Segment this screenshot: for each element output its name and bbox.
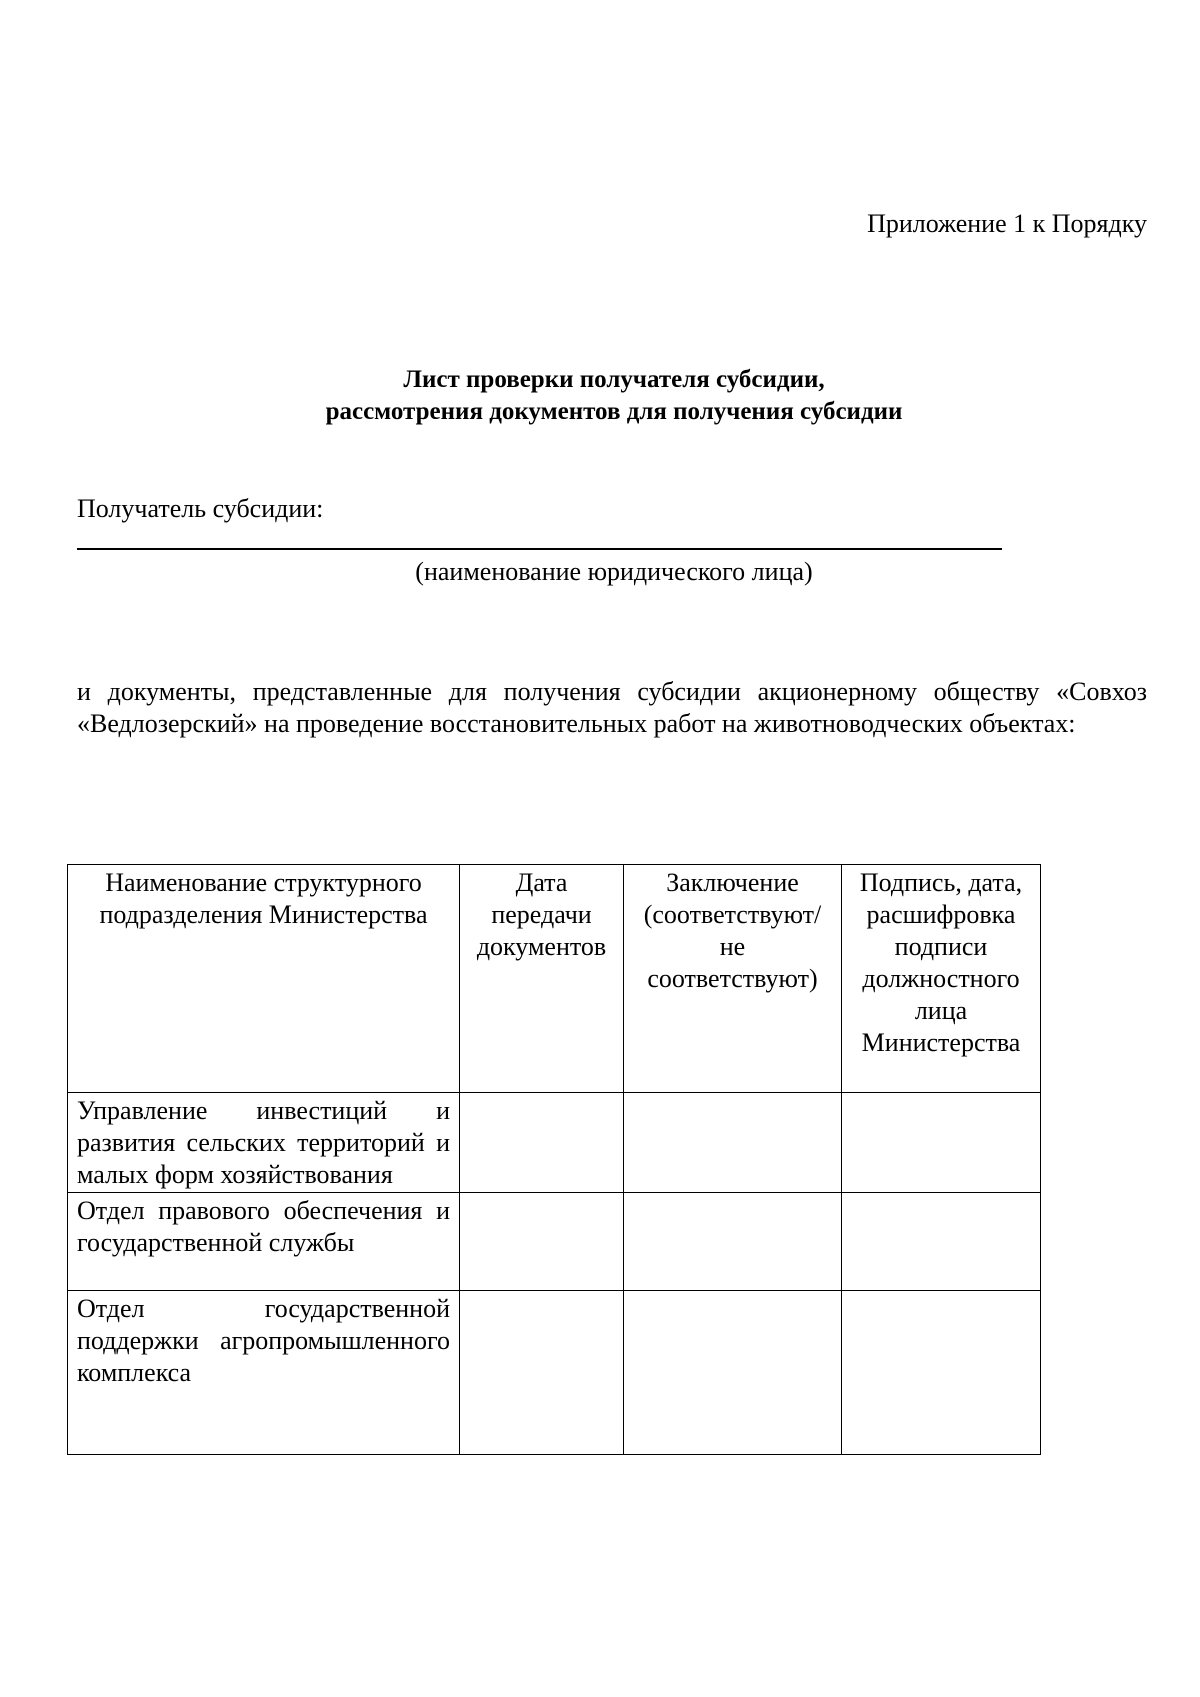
document-title [0,364,1200,428]
recipient-label: Получатель субсидии: [77,494,324,523]
appendix-reference: Приложение 1 к Порядку [867,209,1147,238]
title-line-1: Лист проверки получателя субсидии, [403,366,825,393]
signature-cell [842,1093,1041,1193]
table-row [68,1093,1041,1193]
conclusion-cell [624,1193,842,1291]
header-conclusion: Заключение (соответствуют/ не соответствуют) [624,865,842,1093]
header-date: Дата передачи документов [460,865,624,1093]
signature-cell [842,1291,1041,1455]
department-cell: Отдел правового обеспечения и государственной службы [68,1193,460,1291]
recipient-fill-line [77,548,1002,550]
table-header-row [68,865,1041,1093]
department-cell: Отдел государственной поддержки агропромышленного комплекса [68,1291,460,1455]
conclusion-cell [624,1291,842,1455]
documents-paragraph: и документы, представленные для получения субсидии акционерному обществу «Совхоз «Ведлозерский» на проведение восстановительных работ на животноводческих объектах: [77,677,1147,738]
signature-cell [842,1193,1041,1291]
recipient-caption: (наименование юридического лица) [415,557,813,586]
date-cell [460,1093,624,1193]
table-row [68,1193,1041,1291]
header-signature: Подпись, дата, расшифровка подписи должностного лица Министерства [842,865,1041,1093]
date-cell [460,1291,624,1455]
department-cell: Управление инвестиций и развития сельских территорий и малых форм хозяйствования [68,1093,460,1193]
date-cell [460,1193,624,1291]
header-department: Наименование структурного подразделения Министерства [68,865,460,1093]
table-row [68,1291,1041,1455]
conclusion-cell [624,1093,842,1193]
title-line-2: рассмотрения документов для получения субсидии [325,398,903,425]
checklist-table [67,864,1041,1455]
